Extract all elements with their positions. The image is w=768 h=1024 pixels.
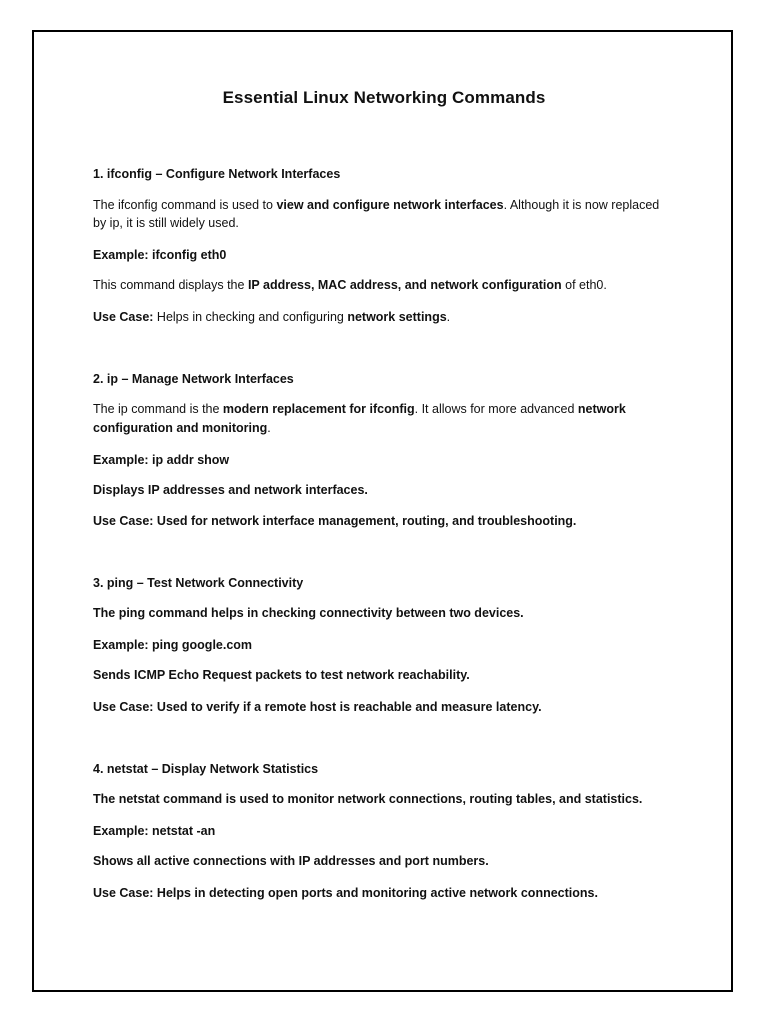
ifconfig-use-case: Use Case: Helps in checking and configuring network settings.: [93, 310, 451, 324]
ip-use-case: Use Case: Used for network interface management, routing, and troubleshooting.: [93, 514, 577, 528]
ping-example: Example: ping google.com: [93, 638, 253, 652]
ifconfig-description: The ifconfig command is used to view and configure network interfaces. Although it is now replaced: [93, 198, 660, 212]
netstat-description: The netstat command is used to monitor network connections, routing tables, and statistics.: [93, 792, 643, 806]
page-title: Essential Linux Networking Commands: [222, 88, 546, 107]
ifconfig-explanation: This command displays the IP address, MAC address, and network configuration of eth0.: [93, 278, 607, 292]
section-heading-ping: 3. ping – Test Network Connectivity: [93, 576, 304, 590]
ifconfig-example: Example: ifconfig eth0: [93, 248, 227, 262]
ip-explanation: Displays IP addresses and network interfaces.: [93, 483, 368, 497]
section-heading-netstat: 4. netstat – Display Network Statistics: [93, 762, 319, 776]
netstat-explanation: Shows all active connections with IP addresses and port numbers.: [93, 854, 489, 868]
netstat-example: Example: netstat -an: [93, 824, 216, 838]
section-heading-ifconfig: 1. ifconfig – Configure Network Interfaces: [93, 167, 341, 181]
ip-example: Example: ip addr show: [93, 453, 230, 467]
ifconfig-description-line2: by ip, it is still widely used.: [93, 216, 239, 230]
netstat-use-case: Use Case: Helps in detecting open ports and monitoring active network connections.: [93, 886, 598, 900]
ip-description: The ip command is the modern replacement for ifconfig. It allows for more advanced network: [93, 402, 626, 416]
section-heading-ip: 2. ip – Manage Network Interfaces: [93, 372, 294, 386]
ping-description: The ping command helps in checking connectivity between two devices.: [93, 606, 524, 620]
ping-use-case: Use Case: Used to verify if a remote host is reachable and measure latency.: [93, 700, 542, 714]
ip-description-line2: configuration and monitoring.: [93, 421, 271, 435]
ping-explanation: Sends ICMP Echo Request packets to test network reachability.: [93, 668, 470, 682]
